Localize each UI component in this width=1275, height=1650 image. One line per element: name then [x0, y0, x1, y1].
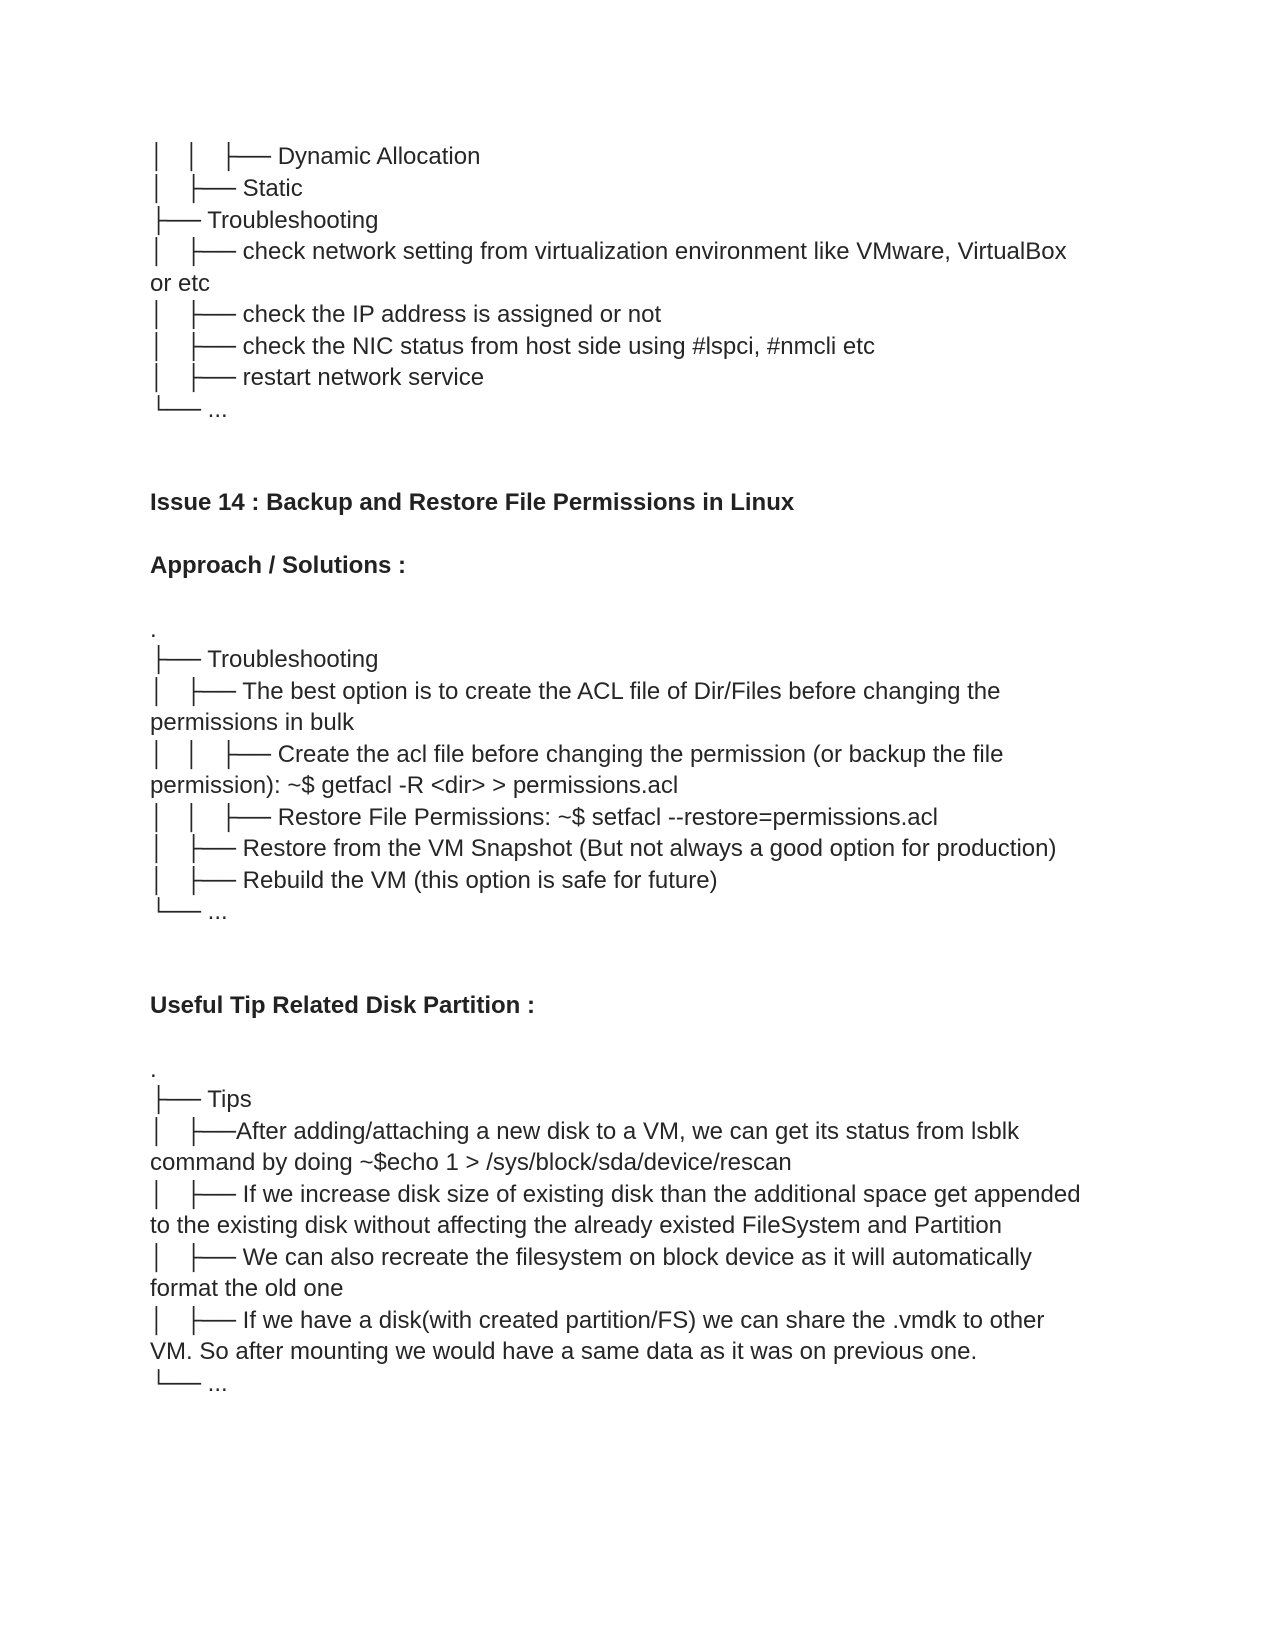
tree-line: .: [150, 616, 157, 643]
tree-line: │ ├── restart network service: [150, 364, 485, 391]
tree-line: command by doing ~$echo 1 > /sys/block/sda/device/rescan: [150, 1149, 792, 1176]
tree-line: │ ├── check the NIC status from host side using #lspci, #nmcli etc: [150, 333, 875, 360]
tree-line: ├── Tips: [150, 1086, 252, 1113]
disk-partition-heading: Useful Tip Related Disk Partition :: [150, 992, 535, 1019]
tree-line: or etc: [150, 270, 211, 297]
tree-line: │ ├──After adding/attaching a new disk to a VM, we can get its status from lsblk: [150, 1118, 1020, 1145]
tree-line: permission): ~$ getfacl -R <dir> > permissions.acl: [150, 772, 679, 799]
tree-line: │ │ ├── Restore File Permissions: ~$ setfacl --restore=permissions.acl: [150, 804, 938, 831]
tree-line: format the old one: [150, 1275, 344, 1302]
tree-line: └── ...: [150, 898, 228, 925]
approach-heading: Approach / Solutions :: [150, 552, 406, 579]
tree-line: └── ...: [150, 396, 228, 423]
tree-line: │ ├── Static: [150, 175, 303, 202]
tree-line: .: [150, 1056, 157, 1083]
tree-line: │ ├── If we have a disk(with created partition/FS) we can share the .vmdk to other: [150, 1307, 1045, 1334]
tree-line: │ ├── Rebuild the VM (this option is safe for future): [150, 867, 718, 894]
tree-line: │ ├── We can also recreate the filesystem on block device as it will automatically: [150, 1244, 1032, 1271]
tree-line: VM. So after mounting we would have a same data as it was on previous one.: [150, 1338, 978, 1365]
tree-line: │ ├── The best option is to create the ACL file of Dir/Files before changing the: [150, 678, 1001, 705]
tree-line: │ ├── Restore from the VM Snapshot (But not always a good option for production): [150, 835, 1057, 862]
tree-line: │ │ ├── Dynamic Allocation: [150, 143, 481, 170]
tree-line: │ ├── check network setting from virtualization environment like VMware, VirtualBox: [150, 238, 1067, 265]
tree-line: permissions in bulk: [150, 709, 355, 736]
tree-line: │ ├── If we increase disk size of existing disk than the additional space get appended: [150, 1181, 1081, 1208]
tree-line: ├── Troubleshooting: [150, 207, 379, 234]
tree-line: │ ├── check the IP address is assigned or not: [150, 301, 662, 328]
tree-line: ├── Troubleshooting: [150, 646, 379, 673]
issue-14-heading: Issue 14 : Backup and Restore File Permissions in Linux: [150, 489, 795, 516]
tree-line: │ │ ├── Create the acl file before changing the permission (or backup the file: [150, 741, 1004, 768]
tree-line: to the existing disk without affecting the already existed FileSystem and Partition: [150, 1212, 1003, 1239]
tree-line: └── ...: [150, 1370, 228, 1397]
